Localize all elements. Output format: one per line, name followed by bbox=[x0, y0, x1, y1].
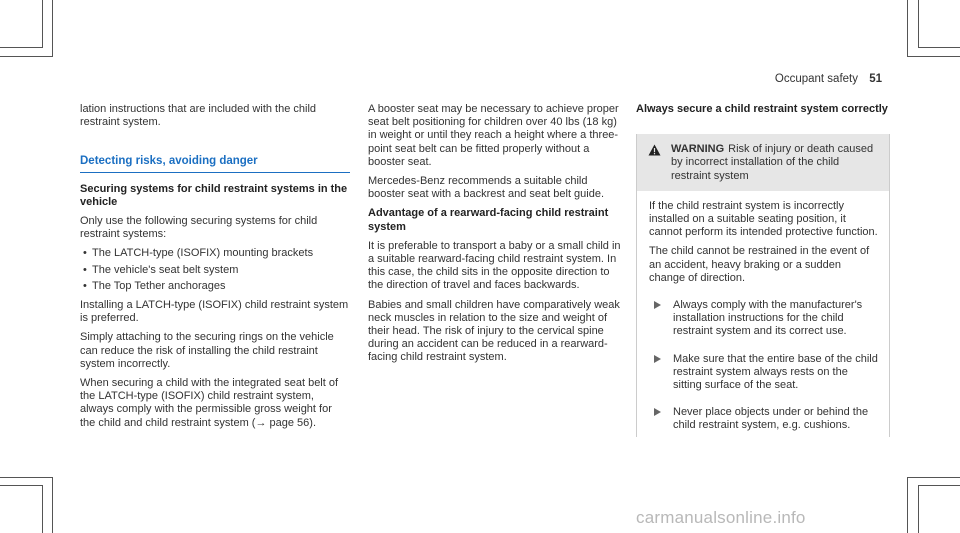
warning-triangle-icon bbox=[648, 144, 661, 156]
warning-box bbox=[636, 134, 890, 436]
section-heading: Detecting risks, avoiding danger bbox=[80, 155, 350, 172]
list-item: • The vehicle's seat belt system bbox=[80, 264, 350, 277]
warning-label: WARNING bbox=[671, 143, 725, 156]
subheading: Always secure a child restraint system correctly bbox=[636, 103, 888, 115]
crop-mark bbox=[918, 0, 919, 48]
crop-mark bbox=[0, 485, 42, 486]
crop-mark bbox=[42, 0, 43, 48]
subheading: Advantage of a rearward-facing child restraint system bbox=[368, 207, 609, 233]
crop-mark bbox=[42, 485, 43, 533]
paragraph: lation instructions that are included with the child restraint system. bbox=[80, 103, 317, 129]
paragraph: If the child restraint system is incorrectly installed on a suitable seating position, it cannot perform its intended protective function. bbox=[649, 199, 878, 239]
instruction-step bbox=[649, 353, 879, 393]
warning-body bbox=[637, 191, 889, 437]
column-left bbox=[80, 103, 350, 436]
crop-mark bbox=[918, 485, 919, 533]
bullet-list bbox=[80, 247, 350, 293]
subheading: Securing systems for child restraint systems in the vehicle bbox=[80, 182, 348, 208]
crop-mark bbox=[918, 485, 960, 486]
warning-title: Risk of injury or death caused by incorrect installation of the child restraint system bbox=[671, 143, 874, 182]
crop-mark bbox=[907, 56, 960, 57]
watermark: carmanualsonline.info bbox=[636, 508, 806, 527]
arrow-right-icon bbox=[654, 408, 661, 416]
step-text: Never place objects under or behind the child restraint system, e.g. cushions. bbox=[673, 406, 869, 432]
paragraph: It is preferable to transport a baby or a small child in a suitable rearward-facing child restraint system. In this case, the child sits in the opposite direction to the direction of travel and faces backwards. bbox=[368, 239, 621, 292]
paragraph: Mercedes-Benz recommends a suitable child booster seat with a backrest and seat belt guide. bbox=[368, 175, 605, 201]
step-text: Make sure that the entire base of the child restraint system always rests on the sitting surface of the seat. bbox=[673, 352, 878, 392]
crop-mark bbox=[52, 477, 53, 533]
instruction-step bbox=[649, 299, 879, 339]
crop-mark bbox=[0, 47, 42, 48]
crop-mark bbox=[918, 47, 960, 48]
instruction-step bbox=[649, 406, 879, 432]
page-header bbox=[775, 73, 882, 85]
crop-mark bbox=[907, 0, 908, 56]
list-item: • The LATCH-type (ISOFIX) mounting brackets bbox=[80, 247, 350, 260]
arrow-right-icon bbox=[654, 301, 661, 309]
paragraph: A booster seat may be necessary to achieve proper seat belt positioning for children over 40 lbs (18 kg) in weight or until they reach a height where a three-point seat belt can be fitted properly without a booster seat. bbox=[368, 103, 619, 168]
crop-mark bbox=[907, 477, 960, 478]
paragraph: Simply attaching to the securing rings on the vehicle can reduce the risk of installing the child restraint system incorrectly. bbox=[80, 331, 334, 370]
arrow-right-icon bbox=[654, 355, 661, 363]
paragraph: Installing a LATCH-type (ISOFIX) child restraint system is preferred. bbox=[80, 299, 349, 325]
column-right bbox=[636, 103, 890, 437]
list-item: • The Top Tether anchorages bbox=[80, 280, 350, 293]
crop-mark bbox=[0, 56, 53, 57]
paragraph: Babies and small children have comparatively weak neck muscles in relation to the size and weight of their head. The risk of injury to the cervical spine during an accident can be reduced in a rearward-facing child restraint system. bbox=[368, 298, 620, 364]
page-number: 51 bbox=[869, 73, 882, 85]
paragraph: The child cannot be restrained in the event of an accident, heavy braking or a sudden change of direction. bbox=[649, 245, 870, 284]
crop-mark bbox=[52, 0, 53, 56]
warning-header bbox=[637, 134, 889, 191]
column-middle bbox=[368, 103, 622, 371]
paragraph: Only use the following securing systems for child restraint systems: bbox=[80, 215, 318, 241]
step-text: Always comply with the manufacturer's installation instructions for the child restraint system and its correct use. bbox=[673, 299, 863, 338]
crop-mark bbox=[907, 477, 908, 533]
section-title: Occupant safety bbox=[774, 73, 858, 85]
crop-mark bbox=[0, 477, 53, 478]
paragraph: When securing a child with the integrated seat belt of the LATCH-type (ISOFIX) child restraint system, always comply with the permissible gross weight for the child and child restraint system (→ page 56). bbox=[80, 377, 339, 429]
